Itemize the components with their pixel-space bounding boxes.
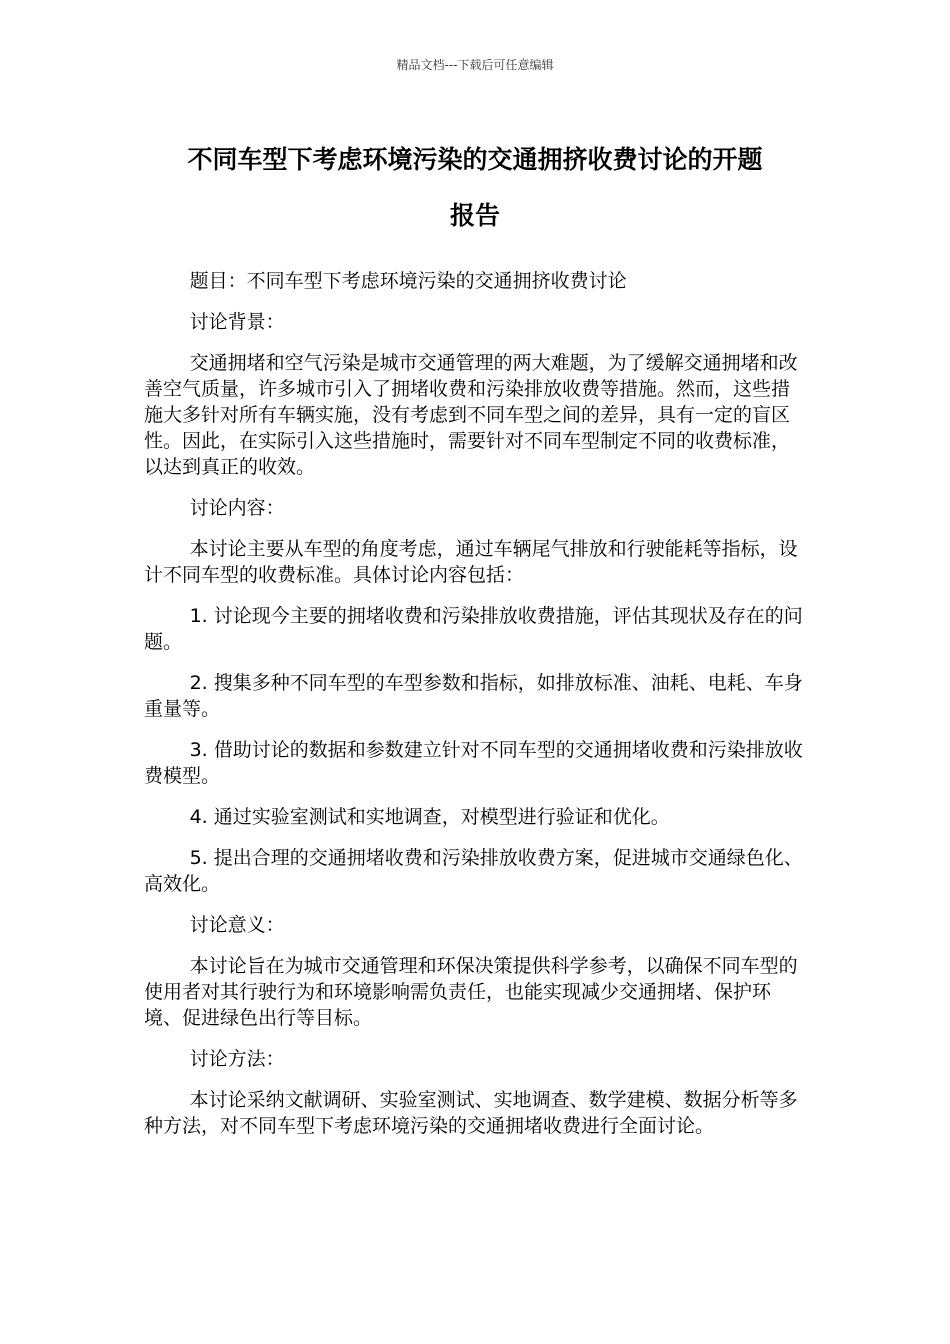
paragraph-background: 交通拥堵和空气污染是城市交通管理的两大难题，为了缓解交通拥堵和改善空气质量，许多城市引入了拥堵收费和污染排放收费等措施。然而，这些措施大多针对所有车辆实施，没有考虑到不同车型之间的差异，具有一定的盲区性。因此，在实际引入这些措施时，需要针对不同车型制定不同的收费标准，以达到真正的收效。: [144, 352, 798, 478]
paragraph-content-intro: 本讨论主要从车型的角度考虑，通过车辆尾气排放和行驶能耗等指标，设计不同车型的收费标准。具体讨论内容包括：: [144, 538, 798, 586]
document-title-line-1: 不同车型下考虑环境污染的交通拥挤收费讨论的开题: [187, 145, 763, 174]
paragraph-method: 本讨论采纳文献调研、实验室测试、实地调查、数学建模、数据分析等多种方法，对不同车型下考虑环境污染的交通拥堵收费进行全面讨论。: [144, 1089, 798, 1137]
heading-content: 讨论内容：: [189, 497, 285, 519]
heading-background: 讨论背景：: [189, 311, 285, 333]
paragraph-topic: 题目：不同车型下考虑环境污染的交通拥挤收费讨论: [189, 270, 627, 292]
list-item-3: 3. 借助讨论的数据和参数建立针对不同车型的交通拥堵收费和污染排放收费模型。: [144, 739, 803, 787]
list-item-4: 4. 通过实验室测试和实地调查，对模型进行验证和优化。: [189, 806, 670, 828]
paragraph-significance: 本讨论旨在为城市交通管理和环保决策提供科学参考，以确保不同车型的使用者对其行驶行为和环境影响需负责任，也能实现减少交通拥堵、保护环境、促进绿色出行等目标。: [144, 955, 798, 1029]
list-item-1: 1. 讨论现今主要的拥堵收费和污染排放收费措施，评估其现状及存在的问题。: [144, 605, 803, 653]
list-item-2: 2. 搜集多种不同车型的车型参数和指标，如排放标准、油耗、电耗、车身重量等。: [144, 672, 803, 720]
document-body: [144, 268, 808, 1154]
document-title: [130, 132, 820, 244]
header-note: 精品文档---下载后可任意编辑: [396, 58, 554, 72]
heading-significance: 讨论意义：: [189, 914, 285, 936]
list-item-5: 5. 提出合理的交通拥堵收费和污染排放收费方案，促进城市交通绿色化、高效化。: [144, 847, 803, 895]
document-title-line-2: 报告: [449, 201, 500, 230]
heading-method: 讨论方法：: [189, 1048, 285, 1070]
